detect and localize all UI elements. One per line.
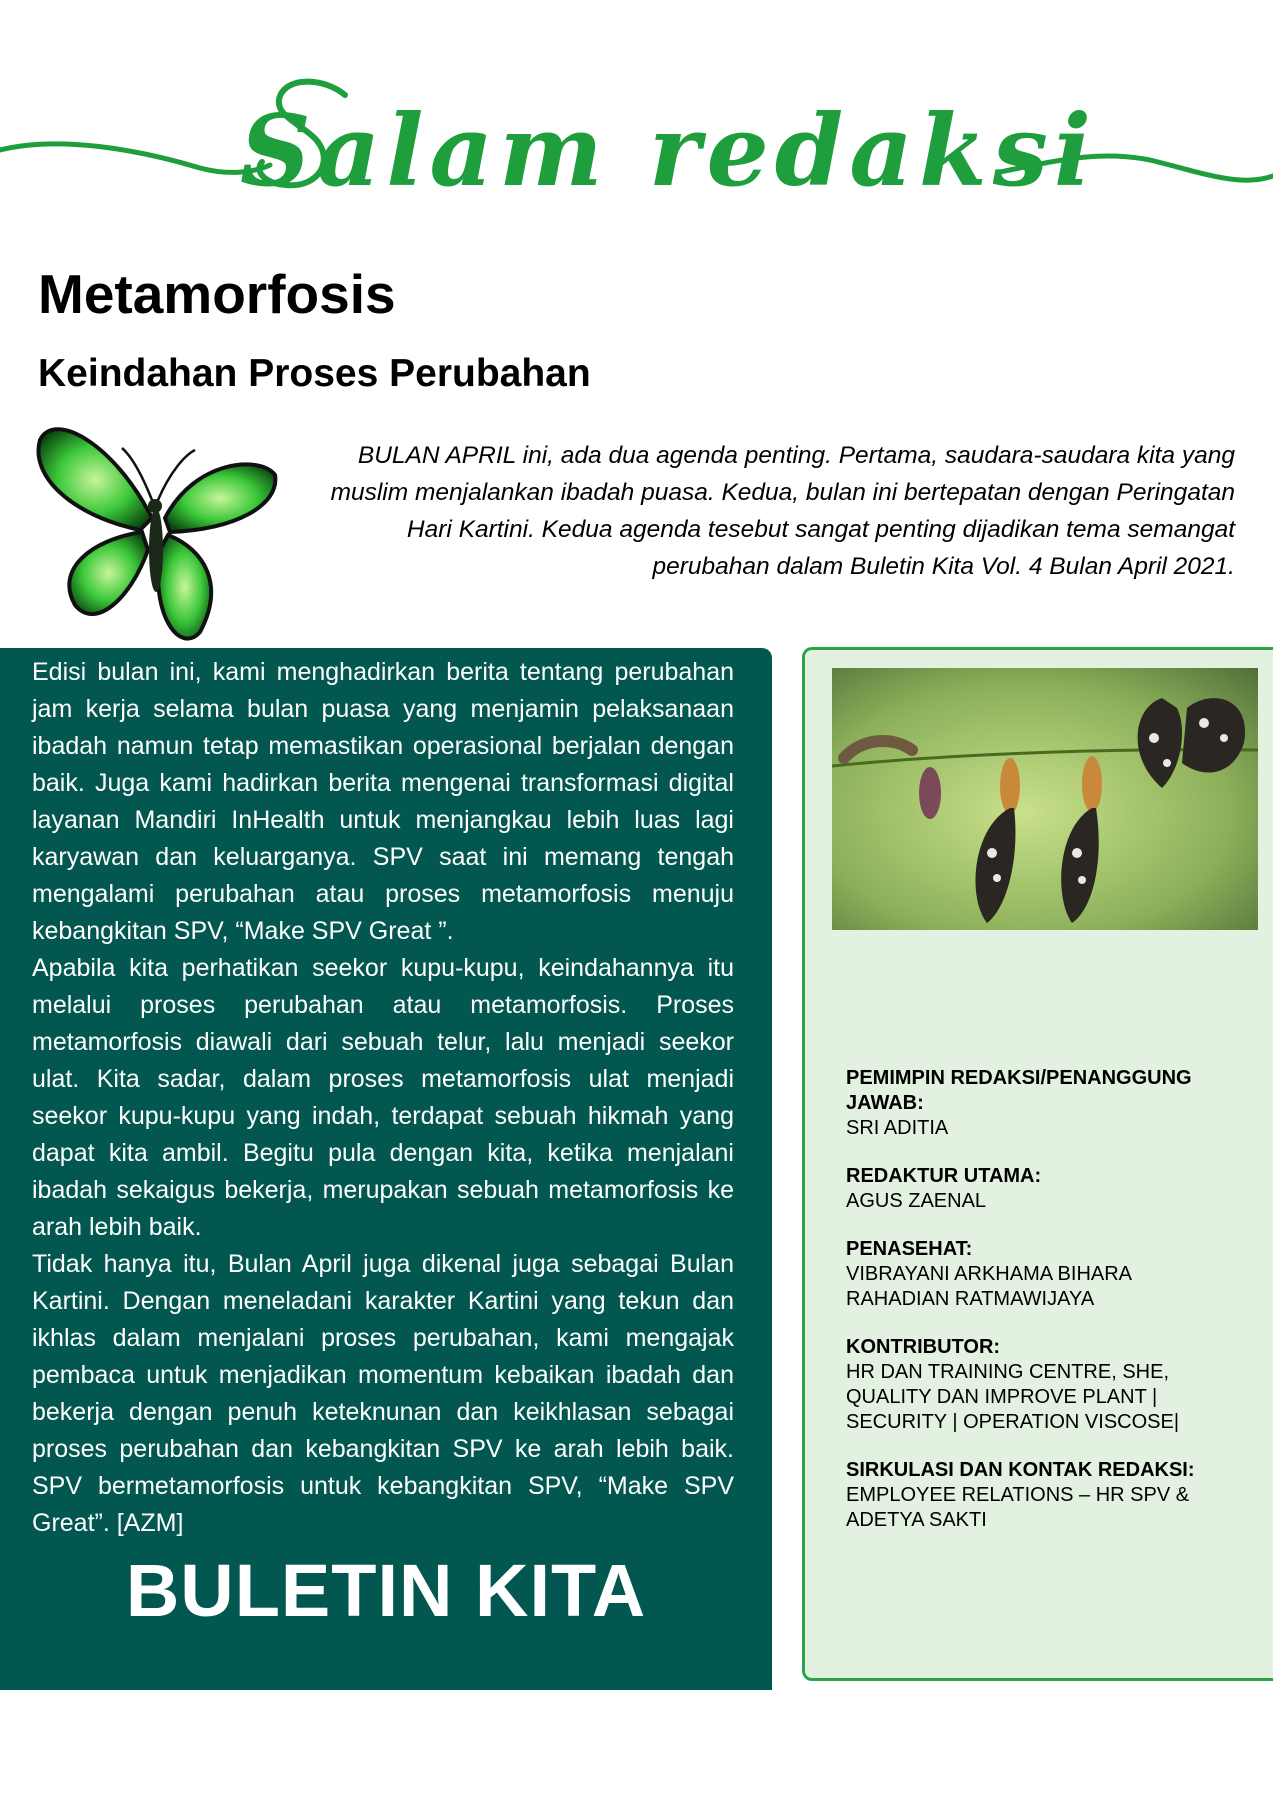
credit-line: RAHADIAN RATMAWIJAYA [846, 1288, 1095, 1310]
credit-chief-editor [846, 1066, 1246, 1141]
credit-main-editor [846, 1164, 1246, 1214]
credit-line: AGUS ZAENAL [846, 1190, 987, 1212]
article-title: Metamorfosis [38, 263, 396, 325]
credit-circulation [846, 1458, 1246, 1533]
credit-heading: SIRKULASI DAN KONTAK REDAKSI: [846, 1459, 1195, 1481]
credit-line: SRI ADITIA [846, 1117, 949, 1139]
bulletin-name: BULETIN KITA [125, 1549, 647, 1632]
credit-contributor [846, 1335, 1246, 1435]
header-banner [0, 0, 1273, 240]
green-butterfly-illustration [30, 400, 280, 650]
credit-heading: PEMIMPIN REDAKSI/PENANGGUNG JAWAB: [846, 1067, 1192, 1114]
article-subtitle: Keindahan Proses Perubahan [38, 352, 591, 395]
article-body [32, 654, 734, 1542]
body-paragraph: Edisi bulan ini, kami menghadirkan berita tentang perubahan jam kerja selama bulan puasa yang menjamin pelaksanaan ibadah namun tetap memastikan operasional berjalan dengan baik. Juga kami hadirkan berita mengenai transformasi digital layanan Mandiri InHealth untuk menjangkau lebih luas lagi karyawan dan keluarganya. SPV saat ini memang tengah mengalami perubahan atau proses metamorfosis menuju kebangkitan SPV, “Make SPV Great ”. [32, 658, 734, 945]
header-script-title: Salam redaksi [240, 94, 1098, 209]
credit-line: HR DAN TRAINING CENTRE, SHE, QUALITY DAN IMPROVE PLANT | SECURITY | OPERATION VISCOSE| [846, 1361, 1180, 1433]
credit-line: EMPLOYEE RELATIONS – HR SPV & ADETYA SAKTI [846, 1484, 1190, 1531]
intro-paragraph: BULAN APRIL ini, ada dua agenda penting. Pertama, saudara-saudara kita yang muslim menjalankan ibadah puasa. Kedua, bulan ini bertepatan dengan Peringatan Hari Kartini. Kedua agenda tesebut sangat penting dijadikan tema semangat perubahan dalam Buletin Kita Vol. 4 Bulan April 2021. [330, 442, 1235, 580]
body-paragraph: Apabila kita perhatikan seekor kupu-kupu, keindahannya itu melalui proses perubahan atau metamorfosis. Proses metamorfosis diawali dari sebuah telur, lalu menjadi seekor ulat. Kita sadar, dalam proses metamorfosis ulat menjadi seekor kupu-kupu yang indah, terdapat sebuah hikmah yang dapat kita ambil. Begitu pula dengan kita, ketika menjalani ibadah sekaigus bekerja, merupakan sebuah metamorfosis ke arah lebih baik. [32, 954, 734, 1241]
credit-heading: PENASEHAT: [846, 1238, 973, 1260]
credits-list [846, 1066, 1246, 1556]
body-paragraph: Tidak hanya itu, Bulan April juga dikenal juga sebagai Bulan Kartini. Dengan meneladani karakter Kartini yang tekun dan ikhlas dalam menjalani proses perubahan, kami mengajak pembaca untuk menjadikan momentum kebaikan ibadah dan bekerja dengan penuh keteknunan dan keikhlasan sebagai proses perubahan dan kebangkitan SPV ke arah lebih baik. SPV bermetamorfosis untuk kebangkitan SPV, “Make SPV Great”. [AZM] [32, 1250, 734, 1537]
credit-heading: REDAKTUR UTAMA: [846, 1165, 1042, 1187]
credit-advisor [846, 1237, 1246, 1312]
credit-heading: KONTRIBUTOR: [846, 1336, 1001, 1358]
butterfly-metamorphosis-photo [832, 668, 1258, 930]
credit-line: VIBRAYANI ARKHAMA BIHARA [846, 1263, 1133, 1285]
